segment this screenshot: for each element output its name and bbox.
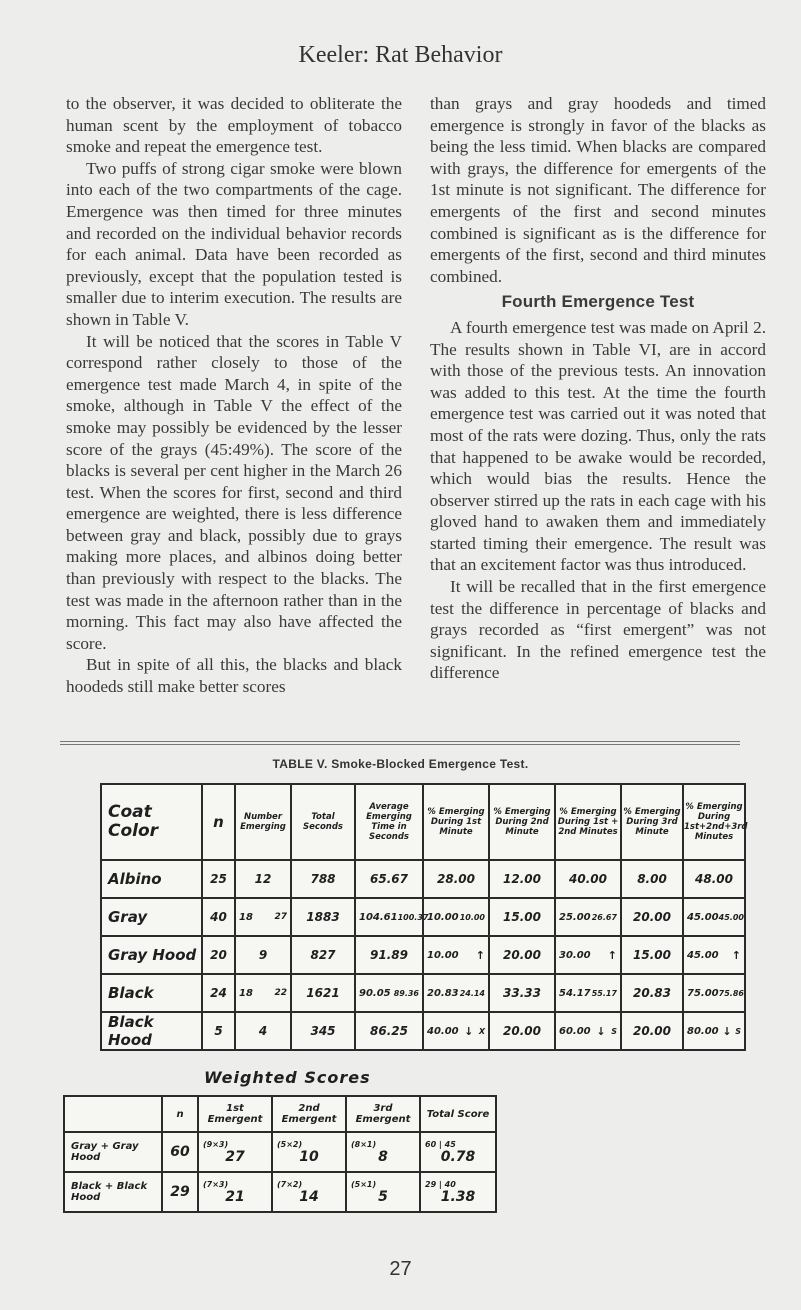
running-head: Keeler: Rat Behavior xyxy=(298,42,503,68)
calc-note: 29 | 40 xyxy=(425,1179,456,1189)
up-arrow-icon: ↑ xyxy=(607,948,617,962)
n-cell: 24 xyxy=(202,974,235,1012)
average-value: 90.05 xyxy=(359,987,391,999)
header-first-emergent: 1st Emergent xyxy=(198,1096,272,1132)
total-cell xyxy=(420,1172,496,1212)
n-cell: 60 xyxy=(162,1132,198,1172)
m123-cell xyxy=(683,974,745,1012)
m2-cell: 12.00 xyxy=(489,860,555,898)
page-number: 27 xyxy=(389,1258,412,1280)
m2-cell: 20.00 xyxy=(489,1012,555,1050)
m12-cell: 40.00 xyxy=(555,860,621,898)
m3-cell: 20.00 xyxy=(621,898,683,936)
header-number-emerging: Number Emerging xyxy=(235,784,291,860)
table-row xyxy=(101,1012,745,1050)
average-cell: 91.89 xyxy=(355,936,423,974)
header-first-second-minutes: % Emerging During 1st + 2nd Minutes xyxy=(555,784,621,860)
m12-cell xyxy=(555,898,621,936)
table-row xyxy=(101,936,745,974)
m12-cell xyxy=(555,974,621,1012)
up-arrow-icon: ↑ xyxy=(475,948,485,962)
value: 0.78 xyxy=(440,1148,476,1165)
paragraph: It will be noticed that the scores in Table V correspond rather closely to those of the emergence test made March 4, in spite of the smoke, although in Table V the effect of the smoke may possibly be evidenced by the lesser score of the grays (45:49%). The score of the blacks is several per cent higher in the March 26 test. When the scores for first, second and third emergence are weighted, there is less difference between gray and black, possibly due to grays making more places, and albinos doing better than previously with respect to the blacks. The test was made in the afternoon rather than in the morning. This fact may also have affected the score. xyxy=(66,331,402,653)
first-cell xyxy=(198,1132,272,1172)
coat-cell: Gray Hood xyxy=(101,936,202,974)
calc-note: (9×3) xyxy=(203,1139,229,1149)
total-cell: 345 xyxy=(291,1012,355,1050)
n-cell: 29 xyxy=(162,1172,198,1212)
combined-m12: 26.67 xyxy=(591,912,617,922)
header-third-minute: % Emerging During 3rd Minute xyxy=(621,784,683,860)
number-cell xyxy=(235,898,291,936)
m2-cell: 33.33 xyxy=(489,974,555,1012)
n-cell: 40 xyxy=(202,898,235,936)
calc-note: (7×3) xyxy=(203,1179,229,1189)
m1-value: 20.83 xyxy=(427,987,459,999)
combined-m1: 24.14 xyxy=(459,988,485,998)
m1-cell xyxy=(423,1012,489,1050)
average-cell: 86.25 xyxy=(355,1012,423,1050)
combined-number: 22 xyxy=(274,988,287,998)
combined-m12: 55.17 xyxy=(591,988,617,998)
significance-mark: S xyxy=(735,1026,741,1036)
paragraph: than grays and gray hoodeds and timed emergence is strongly in favor of the blacks as being the less timid. When blacks are compared with grays, the difference for emergents of the 1st minute is not significant. The difference for emergents of the first and second minutes combined is significant as is the difference for emergents of the first, second and third minutes combined. xyxy=(430,94,766,286)
row-label: Gray + Gray Hood xyxy=(64,1132,162,1172)
m3-cell: 8.00 xyxy=(621,860,683,898)
m3-cell: 20.00 xyxy=(621,1012,683,1050)
m1-value: 10.00 xyxy=(427,911,459,923)
m12-value: 60.00 xyxy=(559,1025,591,1037)
paragraph: But in spite of all this, the blacks and black hoodeds still make better scores xyxy=(66,655,402,697)
coat-cell: Gray xyxy=(101,898,202,936)
m123-cell xyxy=(683,898,745,936)
header-n: n xyxy=(162,1096,198,1132)
table-row xyxy=(64,1172,496,1212)
significance-mark: X xyxy=(478,1026,485,1036)
m12-value: 30.00 xyxy=(559,949,591,961)
calc-note: (7×2) xyxy=(277,1179,303,1189)
combined-number: 27 xyxy=(274,912,287,922)
third-cell xyxy=(346,1172,420,1212)
weighted-scores-title: Weighted Scores xyxy=(204,1068,371,1087)
down-arrow-icon: ↓ xyxy=(596,1024,606,1038)
combined-m123: 75.86 xyxy=(718,988,744,998)
total-cell: 1883 xyxy=(291,898,355,936)
total-cell: 1621 xyxy=(291,974,355,1012)
m12-cell xyxy=(555,1012,621,1050)
number-cell: 12 xyxy=(235,860,291,898)
coat-cell: Black xyxy=(101,974,202,1012)
paragraph: A fourth emergence test was made on April 2. The results shown in Table VI, are in accord with those of the previous tests. An innovation was added to this test. At the time the fourth emergence test was carried out it was noted that most of the rats were dozing. Thus, only the rats that happened to be awake would be recorded, which would bias the results. Hence the observer stirred up the rats in each cage with his gloved hand to awaken them and immediately started timing their emergence. The result was that an excitement factor was thus introduced. xyxy=(430,317,766,575)
table-v xyxy=(100,783,746,1051)
m123-value: 45.00 xyxy=(687,949,719,961)
table-caption: TABLE V. Smoke-Blocked Emergence Test. xyxy=(272,757,529,771)
calc-note: (5×2) xyxy=(277,1139,303,1149)
average-cell xyxy=(355,898,429,936)
up-arrow-icon: ↑ xyxy=(731,948,741,962)
m2-cell: 20.00 xyxy=(489,936,555,974)
value: 21 xyxy=(225,1188,245,1205)
m1-cell xyxy=(423,898,489,936)
table-header-row xyxy=(64,1096,496,1132)
m1-cell xyxy=(423,936,489,974)
section-heading: Fourth Emergence Test xyxy=(501,292,695,312)
right-column xyxy=(430,93,766,684)
coat-cell: Albino xyxy=(101,860,202,898)
table-row xyxy=(101,860,745,898)
number-value: 18 xyxy=(239,987,253,999)
calc-note: (5×1) xyxy=(351,1179,377,1189)
m1-value: 40.00 xyxy=(427,1025,459,1037)
m123-value: 45.00 xyxy=(687,911,719,923)
down-arrow-icon: ↓ xyxy=(722,1024,732,1038)
paragraph: to the observer, it was decided to obliterate the human scent by the employment of tobacco smoke and repeat the emergence test. xyxy=(66,94,402,157)
combined-m123: 45.00 xyxy=(718,912,744,922)
number-cell: 4 xyxy=(235,1012,291,1050)
significance-mark: S xyxy=(611,1026,617,1036)
header-n: n xyxy=(202,784,235,860)
average-cell: 65.67 xyxy=(355,860,423,898)
header-total-seconds: Total Seconds xyxy=(291,784,355,860)
value: 14 xyxy=(299,1188,319,1205)
header-all-minutes: % Emerging During 1st+2nd+3rd Minutes xyxy=(683,784,745,860)
m123-cell xyxy=(683,1012,745,1050)
m1-cell xyxy=(423,974,489,1012)
number-value: 18 xyxy=(239,911,253,923)
table-row xyxy=(64,1132,496,1172)
total-cell: 827 xyxy=(291,936,355,974)
header-third-emergent: 3rd Emergent xyxy=(346,1096,420,1132)
value: 5 xyxy=(378,1188,388,1205)
coat-cell: Black Hood xyxy=(101,1012,202,1050)
combined-average: 89.36 xyxy=(393,988,419,998)
value: 1.38 xyxy=(440,1188,476,1205)
left-column xyxy=(66,93,402,698)
m123-cell xyxy=(683,936,745,974)
calc-note: (8×1) xyxy=(351,1139,377,1149)
total-cell: 788 xyxy=(291,860,355,898)
value: 27 xyxy=(225,1148,245,1165)
header-second-emergent: 2nd Emergent xyxy=(272,1096,346,1132)
header-blank xyxy=(64,1096,162,1132)
paragraph: Two puffs of strong cigar smoke were blown into each of the two compartments of the cage. Emergence was then timed for three minutes and recorded on the individual behavior records for each animal. Data have been recorded as previously, except that the population tested is smaller due to interim execution. The results are shown in Table V. xyxy=(66,158,402,329)
header-second-minute: % Emerging During 2nd Minute xyxy=(489,784,555,860)
n-cell: 25 xyxy=(202,860,235,898)
n-cell: 20 xyxy=(202,936,235,974)
row-label: Black + Black Hood xyxy=(64,1172,162,1212)
table-header-row xyxy=(101,784,745,860)
m1-value: 10.00 xyxy=(427,949,459,961)
number-cell xyxy=(235,974,291,1012)
m12-cell xyxy=(555,936,621,974)
m12-value: 54.17 xyxy=(559,987,591,999)
m12-value: 25.00 xyxy=(559,911,591,923)
value: 10 xyxy=(299,1148,319,1165)
third-cell xyxy=(346,1132,420,1172)
total-cell xyxy=(420,1132,496,1172)
combined-average: 100.37 xyxy=(397,912,429,922)
m3-cell: 20.83 xyxy=(621,974,683,1012)
down-arrow-icon: ↓ xyxy=(464,1024,474,1038)
divider xyxy=(60,741,740,742)
first-cell xyxy=(198,1172,272,1212)
second-cell xyxy=(272,1172,346,1212)
header-coat-color: Coat Color xyxy=(101,784,202,860)
m123-cell: 48.00 xyxy=(683,860,745,898)
header-total-score: Total Score xyxy=(420,1096,496,1132)
number-cell: 9 xyxy=(235,936,291,974)
header-first-minute: % Emerging During 1st Minute xyxy=(423,784,489,860)
second-cell xyxy=(272,1132,346,1172)
n-cell: 5 xyxy=(202,1012,235,1050)
calc-note: 60 | 45 xyxy=(425,1139,456,1149)
m1-cell: 28.00 xyxy=(423,860,489,898)
m123-value: 75.00 xyxy=(687,987,719,999)
m123-value: 80.00 xyxy=(687,1025,719,1037)
weighted-scores-table xyxy=(63,1095,497,1213)
m2-cell: 15.00 xyxy=(489,898,555,936)
combined-m1: 10.00 xyxy=(459,912,485,922)
divider xyxy=(60,744,740,745)
average-value: 104.61 xyxy=(359,911,398,923)
value: 8 xyxy=(378,1148,388,1165)
header-average-time: Average Emerging Time in Seconds xyxy=(355,784,423,860)
m3-cell: 15.00 xyxy=(621,936,683,974)
average-cell xyxy=(355,974,423,1012)
table-row xyxy=(101,974,745,1012)
paragraph: It will be recalled that in the first emergence test the difference in percentage of blacks and grays recorded as “first emergent” was not significant. In the refined emergence test the difference xyxy=(430,577,766,683)
table-row xyxy=(101,898,745,936)
